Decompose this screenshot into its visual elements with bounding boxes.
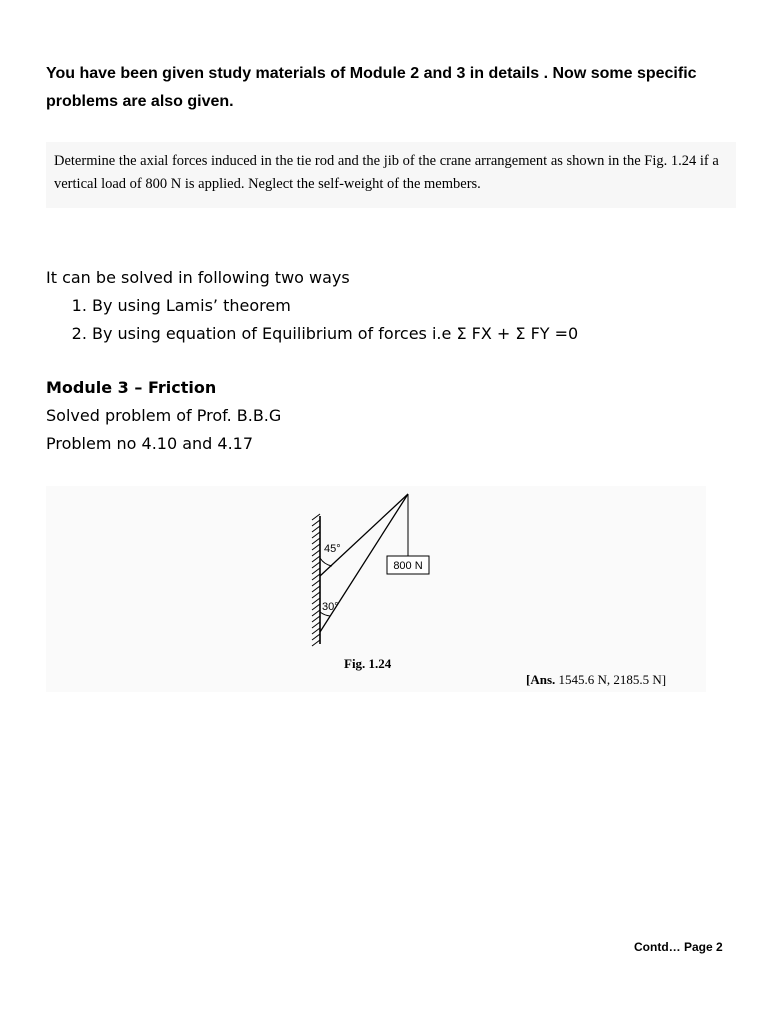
page-footer: Contd… Page 2 xyxy=(634,940,723,954)
module3-line-2: Problem no 4.10 and 4.17 xyxy=(46,434,254,453)
method-item: 2. By using equation of Equilibrium of forces i.e Σ FX + Σ FY =0 xyxy=(92,320,736,348)
crane-figure xyxy=(46,486,706,692)
angle-top-label: 45° xyxy=(324,543,341,555)
module3-section xyxy=(46,374,736,458)
module3-heading: Module 3 – Friction xyxy=(46,378,217,397)
problem-statement: Determine the axial forces induced in the tie rod and the jib of the crane arrangement as shown in the Fig. 1.24 if a vertical load of 800 N is applied. Neglect the self-weight of the members. xyxy=(54,153,719,192)
answer xyxy=(526,672,666,688)
load-label: 800 N xyxy=(393,560,423,572)
methods-list xyxy=(46,292,736,348)
angle-arc-top xyxy=(320,558,332,566)
method-item: 1. By using Lamis’ theorem xyxy=(92,292,736,320)
problem-statement-image xyxy=(46,142,736,208)
answer-values: 1545.6 N, 2185.5 N] xyxy=(558,672,667,687)
intro-paragraph: You have been given study materials of Module 2 and 3 in details . Now some specific problems are also given. xyxy=(46,65,697,110)
solution-methods xyxy=(46,264,736,348)
angle-bottom-label: 30° xyxy=(322,601,339,613)
wall-hatching xyxy=(312,514,320,646)
answer-label: [Ans. xyxy=(526,672,556,687)
methods-intro: It can be solved in following two ways xyxy=(46,268,350,287)
figure-caption: Fig. 1.24 xyxy=(344,656,392,671)
module3-line-1: Solved problem of Prof. B.B.G xyxy=(46,406,282,425)
